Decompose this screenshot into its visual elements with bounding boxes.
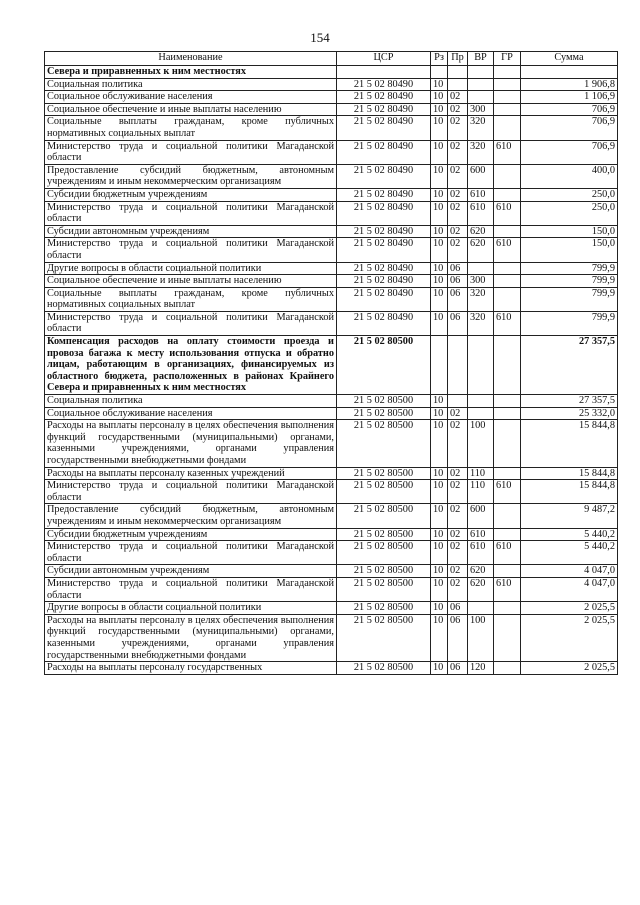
table-row xyxy=(45,662,618,675)
table-row xyxy=(45,164,618,188)
row-rz: 10 xyxy=(431,528,448,541)
row-gr xyxy=(494,528,521,541)
row-csr: 21 5 02 80490 xyxy=(337,140,431,164)
row-name: Субсидии автономным учреждениям xyxy=(45,225,337,238)
row-sum: 706,9 xyxy=(521,116,618,140)
row-pr xyxy=(448,336,468,395)
row-vr: 620 xyxy=(468,565,494,578)
row-name: Министерство труда и социальной политики Магаданской области xyxy=(45,480,337,504)
table-row xyxy=(45,480,618,504)
row-name: Другие вопросы в области социальной политики xyxy=(45,602,337,615)
table-row xyxy=(45,262,618,275)
table-row xyxy=(45,577,618,601)
row-pr: 02 xyxy=(448,188,468,201)
row-pr: 02 xyxy=(448,164,468,188)
row-csr: 21 5 02 80500 xyxy=(337,577,431,601)
row-sum: 15 844,8 xyxy=(521,467,618,480)
row-name: Министерство труда и социальной политики Магаданской области xyxy=(45,140,337,164)
row-csr: 21 5 02 80490 xyxy=(337,103,431,116)
table-row xyxy=(45,395,618,408)
row-vr xyxy=(468,407,494,420)
header-csr: ЦСР xyxy=(337,52,431,66)
row-name: Предоставление субсидий бюджетным, автономным учреждениям и иным некоммерческим организациям xyxy=(45,164,337,188)
header-gr: ГР xyxy=(494,52,521,66)
row-csr: 21 5 02 80500 xyxy=(337,528,431,541)
row-sum: 799,9 xyxy=(521,262,618,275)
row-pr: 06 xyxy=(448,662,468,675)
row-gr xyxy=(494,565,521,578)
row-sum: 400,0 xyxy=(521,164,618,188)
row-csr: 21 5 02 80500 xyxy=(337,504,431,528)
row-csr: 21 5 02 80490 xyxy=(337,91,431,104)
row-csr: 21 5 02 80490 xyxy=(337,262,431,275)
row-rz: 10 xyxy=(431,395,448,408)
row-pr: 02 xyxy=(448,420,468,467)
row-pr: 02 xyxy=(448,140,468,164)
row-pr: 02 xyxy=(448,480,468,504)
row-pr: 02 xyxy=(448,91,468,104)
header-name: Наименование xyxy=(45,52,337,66)
row-vr: 610 xyxy=(468,528,494,541)
row-name: Субсидии автономным учреждениям xyxy=(45,565,337,578)
row-pr: 02 xyxy=(448,528,468,541)
row-sum: 27 357,5 xyxy=(521,336,618,395)
row-rz: 10 xyxy=(431,116,448,140)
row-vr: 110 xyxy=(468,467,494,480)
row-gr xyxy=(494,275,521,288)
section-continuation: Севера и приравненных к ним местностях xyxy=(45,66,337,79)
row-sum: 5 440,2 xyxy=(521,528,618,541)
row-rz: 10 xyxy=(431,504,448,528)
row-csr: 21 5 02 80500 xyxy=(337,467,431,480)
row-gr: 610 xyxy=(494,480,521,504)
row-rz: 10 xyxy=(431,140,448,164)
row-name: Социальное обслуживание населения xyxy=(45,407,337,420)
row-pr: 06 xyxy=(448,311,468,335)
table-row xyxy=(45,140,618,164)
header-pr: Пр xyxy=(448,52,468,66)
table-row xyxy=(45,116,618,140)
row-csr: 21 5 02 80500 xyxy=(337,541,431,565)
row-pr: 06 xyxy=(448,262,468,275)
row-rz: 10 xyxy=(431,541,448,565)
row-name: Социальная политика xyxy=(45,395,337,408)
table-row xyxy=(45,420,618,467)
row-name: Социальное обеспечение и иные выплаты населению xyxy=(45,275,337,288)
row-sum: 2 025,5 xyxy=(521,614,618,661)
table-row xyxy=(45,91,618,104)
row-gr xyxy=(494,225,521,238)
table-row xyxy=(45,336,618,395)
row-vr: 620 xyxy=(468,577,494,601)
row-sum: 1 106,9 xyxy=(521,91,618,104)
row-sum: 706,9 xyxy=(521,103,618,116)
row-rz: 10 xyxy=(431,311,448,335)
row-gr xyxy=(494,91,521,104)
row-sum: 2 025,5 xyxy=(521,662,618,675)
row-gr xyxy=(494,103,521,116)
row-pr: 02 xyxy=(448,565,468,578)
row-rz: 10 xyxy=(431,91,448,104)
row-sum: 799,9 xyxy=(521,287,618,311)
row-sum: 9 487,2 xyxy=(521,504,618,528)
row-name: Другие вопросы в области социальной политики xyxy=(45,262,337,275)
table-row xyxy=(45,602,618,615)
row-vr: 110 xyxy=(468,480,494,504)
row-pr: 02 xyxy=(448,103,468,116)
section-continuation-row xyxy=(45,66,618,79)
row-vr xyxy=(468,91,494,104)
row-csr: 21 5 02 80500 xyxy=(337,420,431,467)
row-csr: 21 5 02 80490 xyxy=(337,225,431,238)
row-vr: 610 xyxy=(468,188,494,201)
row-gr xyxy=(494,262,521,275)
row-vr xyxy=(468,78,494,91)
header-rz: Рз xyxy=(431,52,448,66)
row-gr xyxy=(494,336,521,395)
row-sum: 25 332,0 xyxy=(521,407,618,420)
row-vr: 300 xyxy=(468,103,494,116)
row-pr xyxy=(448,78,468,91)
row-sum: 15 844,8 xyxy=(521,480,618,504)
row-name: Расходы на выплаты персоналу в целях обеспечения выполнения функций государственными (муниципальными) органами, казенными учреждениями, органами управления государственными внебюджетными фондами xyxy=(45,420,337,467)
table-row xyxy=(45,275,618,288)
header-vr: ВР xyxy=(468,52,494,66)
row-csr: 21 5 02 80500 xyxy=(337,395,431,408)
row-sum: 27 357,5 xyxy=(521,395,618,408)
row-rz: 10 xyxy=(431,164,448,188)
row-gr xyxy=(494,467,521,480)
row-name: Компенсация расходов на оплату стоимости проезда и провоза багажа к месту использования отпуска и обратно лицам, работающим в организациях, финансируемых из областного бюджета, расположенных в районах Крайнего Севера и приравненных к ним местностях xyxy=(45,336,337,395)
row-pr: 02 xyxy=(448,577,468,601)
row-rz: 10 xyxy=(431,78,448,91)
row-vr: 320 xyxy=(468,287,494,311)
table-row xyxy=(45,103,618,116)
row-rz: 10 xyxy=(431,480,448,504)
row-vr: 610 xyxy=(468,541,494,565)
row-csr: 21 5 02 80490 xyxy=(337,287,431,311)
row-vr: 620 xyxy=(468,238,494,262)
row-name: Социальное обеспечение и иные выплаты населению xyxy=(45,103,337,116)
row-name: Социальное обслуживание населения xyxy=(45,91,337,104)
row-csr: 21 5 02 80490 xyxy=(337,238,431,262)
row-pr: 02 xyxy=(448,225,468,238)
page-number: 154 xyxy=(310,30,330,45)
table-row xyxy=(45,467,618,480)
row-pr: 02 xyxy=(448,201,468,225)
budget-table xyxy=(44,51,618,675)
row-csr: 21 5 02 80490 xyxy=(337,275,431,288)
row-rz xyxy=(431,336,448,395)
row-rz: 10 xyxy=(431,602,448,615)
row-name: Расходы на выплаты персоналу казенных учреждений xyxy=(45,467,337,480)
row-gr: 610 xyxy=(494,201,521,225)
row-vr: 610 xyxy=(468,201,494,225)
row-rz: 10 xyxy=(431,662,448,675)
row-name: Министерство труда и социальной политики Магаданской области xyxy=(45,577,337,601)
row-name: Министерство труда и социальной политики Магаданской области xyxy=(45,541,337,565)
row-sum: 150,0 xyxy=(521,225,618,238)
row-rz: 10 xyxy=(431,188,448,201)
row-sum: 250,0 xyxy=(521,201,618,225)
row-vr: 600 xyxy=(468,504,494,528)
row-vr: 300 xyxy=(468,275,494,288)
row-vr: 320 xyxy=(468,116,494,140)
table-row xyxy=(45,287,618,311)
table-row xyxy=(45,528,618,541)
row-name: Субсидии бюджетным учреждениям xyxy=(45,528,337,541)
row-vr: 100 xyxy=(468,614,494,661)
row-csr: 21 5 02 80500 xyxy=(337,662,431,675)
row-rz: 10 xyxy=(431,420,448,467)
row-gr: 610 xyxy=(494,140,521,164)
row-rz: 10 xyxy=(431,467,448,480)
row-vr xyxy=(468,602,494,615)
row-csr: 21 5 02 80490 xyxy=(337,311,431,335)
row-name: Расходы на выплаты персоналу государственных xyxy=(45,662,337,675)
row-gr xyxy=(494,188,521,201)
row-vr: 320 xyxy=(468,140,494,164)
row-vr xyxy=(468,262,494,275)
row-gr xyxy=(494,164,521,188)
row-sum: 5 440,2 xyxy=(521,541,618,565)
row-rz: 10 xyxy=(431,565,448,578)
row-rz: 10 xyxy=(431,614,448,661)
row-csr: 21 5 02 80490 xyxy=(337,116,431,140)
row-rz: 10 xyxy=(431,287,448,311)
row-csr: 21 5 02 80490 xyxy=(337,164,431,188)
row-gr xyxy=(494,116,521,140)
row-vr: 620 xyxy=(468,225,494,238)
row-name: Министерство труда и социальной политики Магаданской области xyxy=(45,311,337,335)
table-header-row xyxy=(45,52,618,66)
row-sum: 2 025,5 xyxy=(521,602,618,615)
row-pr: 02 xyxy=(448,541,468,565)
row-vr: 120 xyxy=(468,662,494,675)
table-row xyxy=(45,188,618,201)
row-name: Министерство труда и социальной политики Магаданской области xyxy=(45,238,337,262)
row-pr xyxy=(448,395,468,408)
table-row xyxy=(45,238,618,262)
table-row xyxy=(45,311,618,335)
row-gr xyxy=(494,614,521,661)
row-pr: 06 xyxy=(448,614,468,661)
row-csr: 21 5 02 80500 xyxy=(337,480,431,504)
row-rz: 10 xyxy=(431,201,448,225)
row-rz: 10 xyxy=(431,262,448,275)
row-sum: 4 047,0 xyxy=(521,577,618,601)
table-row xyxy=(45,78,618,91)
row-gr xyxy=(494,407,521,420)
row-vr: 100 xyxy=(468,420,494,467)
row-csr: 21 5 02 80490 xyxy=(337,188,431,201)
row-rz: 10 xyxy=(431,238,448,262)
row-pr: 06 xyxy=(448,602,468,615)
row-pr: 02 xyxy=(448,238,468,262)
table-row xyxy=(45,407,618,420)
row-name: Субсидии бюджетным учреждениям xyxy=(45,188,337,201)
table-row xyxy=(45,225,618,238)
row-sum: 1 906,8 xyxy=(521,78,618,91)
row-vr: 320 xyxy=(468,311,494,335)
row-pr: 02 xyxy=(448,116,468,140)
row-vr xyxy=(468,395,494,408)
table-row xyxy=(45,541,618,565)
row-gr xyxy=(494,395,521,408)
row-name: Социальная политика xyxy=(45,78,337,91)
row-csr: 21 5 02 80500 xyxy=(337,565,431,578)
row-vr xyxy=(468,336,494,395)
row-csr: 21 5 02 80500 xyxy=(337,602,431,615)
table-row xyxy=(45,201,618,225)
row-gr xyxy=(494,420,521,467)
table-row xyxy=(45,614,618,661)
row-gr xyxy=(494,602,521,615)
row-name: Предоставление субсидий бюджетным, автономным учреждениям и иным некоммерческим организациям xyxy=(45,504,337,528)
table-row xyxy=(45,565,618,578)
row-csr: 21 5 02 80490 xyxy=(337,78,431,91)
row-gr: 610 xyxy=(494,577,521,601)
row-pr: 02 xyxy=(448,467,468,480)
row-csr: 21 5 02 80500 xyxy=(337,407,431,420)
row-name: Социальные выплаты гражданам, кроме публичных нормативных социальных выплат xyxy=(45,287,337,311)
row-vr: 600 xyxy=(468,164,494,188)
row-pr: 06 xyxy=(448,275,468,288)
row-rz: 10 xyxy=(431,103,448,116)
row-csr: 21 5 02 80500 xyxy=(337,336,431,395)
row-rz: 10 xyxy=(431,407,448,420)
row-sum: 250,0 xyxy=(521,188,618,201)
row-sum: 15 844,8 xyxy=(521,420,618,467)
row-gr: 610 xyxy=(494,541,521,565)
row-csr: 21 5 02 80490 xyxy=(337,201,431,225)
row-gr xyxy=(494,504,521,528)
row-pr: 02 xyxy=(448,407,468,420)
header-sum: Сумма xyxy=(521,52,618,66)
table-row xyxy=(45,504,618,528)
row-sum: 799,9 xyxy=(521,275,618,288)
row-sum: 706,9 xyxy=(521,140,618,164)
row-gr xyxy=(494,287,521,311)
row-gr xyxy=(494,78,521,91)
row-rz: 10 xyxy=(431,577,448,601)
row-name: Министерство труда и социальной политики Магаданской области xyxy=(45,201,337,225)
row-name: Социальные выплаты гражданам, кроме публичных нормативных социальных выплат xyxy=(45,116,337,140)
row-rz: 10 xyxy=(431,275,448,288)
row-gr xyxy=(494,662,521,675)
row-sum: 799,9 xyxy=(521,311,618,335)
row-sum: 4 047,0 xyxy=(521,565,618,578)
row-name: Расходы на выплаты персоналу в целях обеспечения выполнения функций государственными (муниципальными) органами, казенными учреждениями, органами управления государственными внебюджетными фондами xyxy=(45,614,337,661)
row-gr: 610 xyxy=(494,311,521,335)
row-rz: 10 xyxy=(431,225,448,238)
row-gr: 610 xyxy=(494,238,521,262)
row-pr: 06 xyxy=(448,287,468,311)
row-csr: 21 5 02 80500 xyxy=(337,614,431,661)
row-sum: 150,0 xyxy=(521,238,618,262)
row-pr: 02 xyxy=(448,504,468,528)
